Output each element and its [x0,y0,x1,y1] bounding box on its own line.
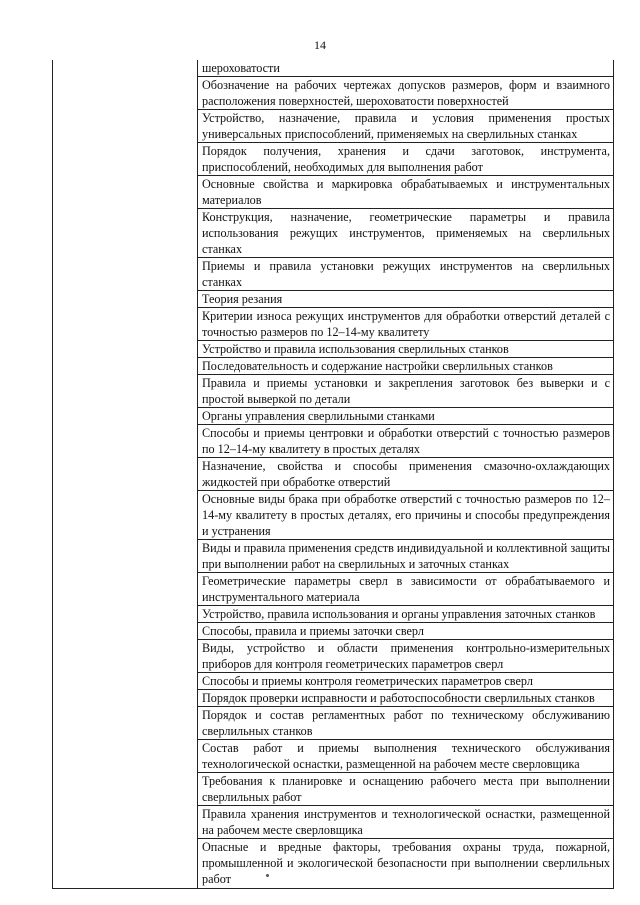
table-row: шероховатости [202,61,280,75]
table-row: Устройство и правила использования сверлильных станков [198,340,613,357]
table-row: Состав работ и приемы выполнения технического обслуживания технологической оснастки, размещенной на рабочем месте сверловщика [198,739,613,772]
table-row: Назначение, свойства и способы применения смазочно-охлаждающих жидкостей при обработке отверстий [198,457,613,490]
table-row: Способы и приемы контроля геометрических параметров сверл [198,672,613,689]
table-row: Геометрические параметры сверл в зависимости от обрабатываемого и инструментального материала [198,572,613,605]
table-left-column [53,60,198,888]
table-row: Основные свойства и маркировка обрабатываемых и инструментальных материалов [198,175,613,208]
table-row: Теория резания [198,290,613,307]
table-row: Порядок проверки исправности и работоспособности сверлильных станков [198,689,613,706]
scan-dot [266,874,269,877]
table-row: Конструкция, назначение, геометрические параметры и правила использования режущих инструментов, применяемых на сверлильных станках [198,208,613,257]
table-row: Опасные и вредные факторы, требования охраны труда, пожарной, промышленной и экологической безопасности при выполнении сверлильных работ [198,838,613,888]
table-row: Порядок получения, хранения и сдачи заготовок, инструмента, приспособлений, необходимых для выполнения работ [198,142,613,175]
table-right-column [198,60,613,888]
table-row: Требования к планировке и оснащению рабочего места при выполнении сверлильных работ [198,772,613,805]
page-number: 14 [314,38,326,52]
table-row: Правила и приемы установки и закрепления заготовок без выверки и с простой выверкой по детали [198,374,613,407]
table-row: Основные виды брака при обработке отверстий с точностью размеров по 12–14-му квалитету в простых деталях, его причины и способы предупреждения и устранения [198,490,613,539]
table-row: Последовательность и содержание настройки сверлильных станков [198,357,613,374]
knowledge-table [52,60,614,889]
table-row: Виды, устройство и области применения контрольно-измерительных приборов для контроля геометрических параметров сверл [198,639,613,672]
table-row: Приемы и правила установки режущих инструментов на сверлильных станках [198,257,613,290]
table-row: Устройство, правила использования и органы управления заточных станков [198,605,613,622]
table-row: Обозначение на рабочих чертежах допусков размеров, форм и взаимного расположения поверхностей, шероховатости поверхностей [198,76,613,109]
table-row: Порядок и состав регламентных работ по техническому обслуживанию сверлильных станков [198,706,613,739]
table-row: Органы управления сверлильными станками [198,407,613,424]
table-row: Способы, правила и приемы заточки сверл [198,622,613,639]
table-row: Критерии износа режущих инструментов для обработки отверстий деталей с точностью размеров по 12–14-му квалитету [198,307,613,340]
table-row: Правила хранения инструментов и технологической оснастки, размещенной на рабочем месте сверловщика [198,805,613,838]
table-row: Виды и правила применения средств индивидуальной и коллективной защиты при выполнении работ на сверлильных и заточных станках [198,539,613,572]
table-row: Способы и приемы центровки и обработки отверстий с точностью размеров по 12–14-му квалитету в простых деталях [198,424,613,457]
table-row: Устройство, назначение, правила и условия применения простых универсальных приспособлений, применяемых на сверлильных станках [198,109,613,142]
